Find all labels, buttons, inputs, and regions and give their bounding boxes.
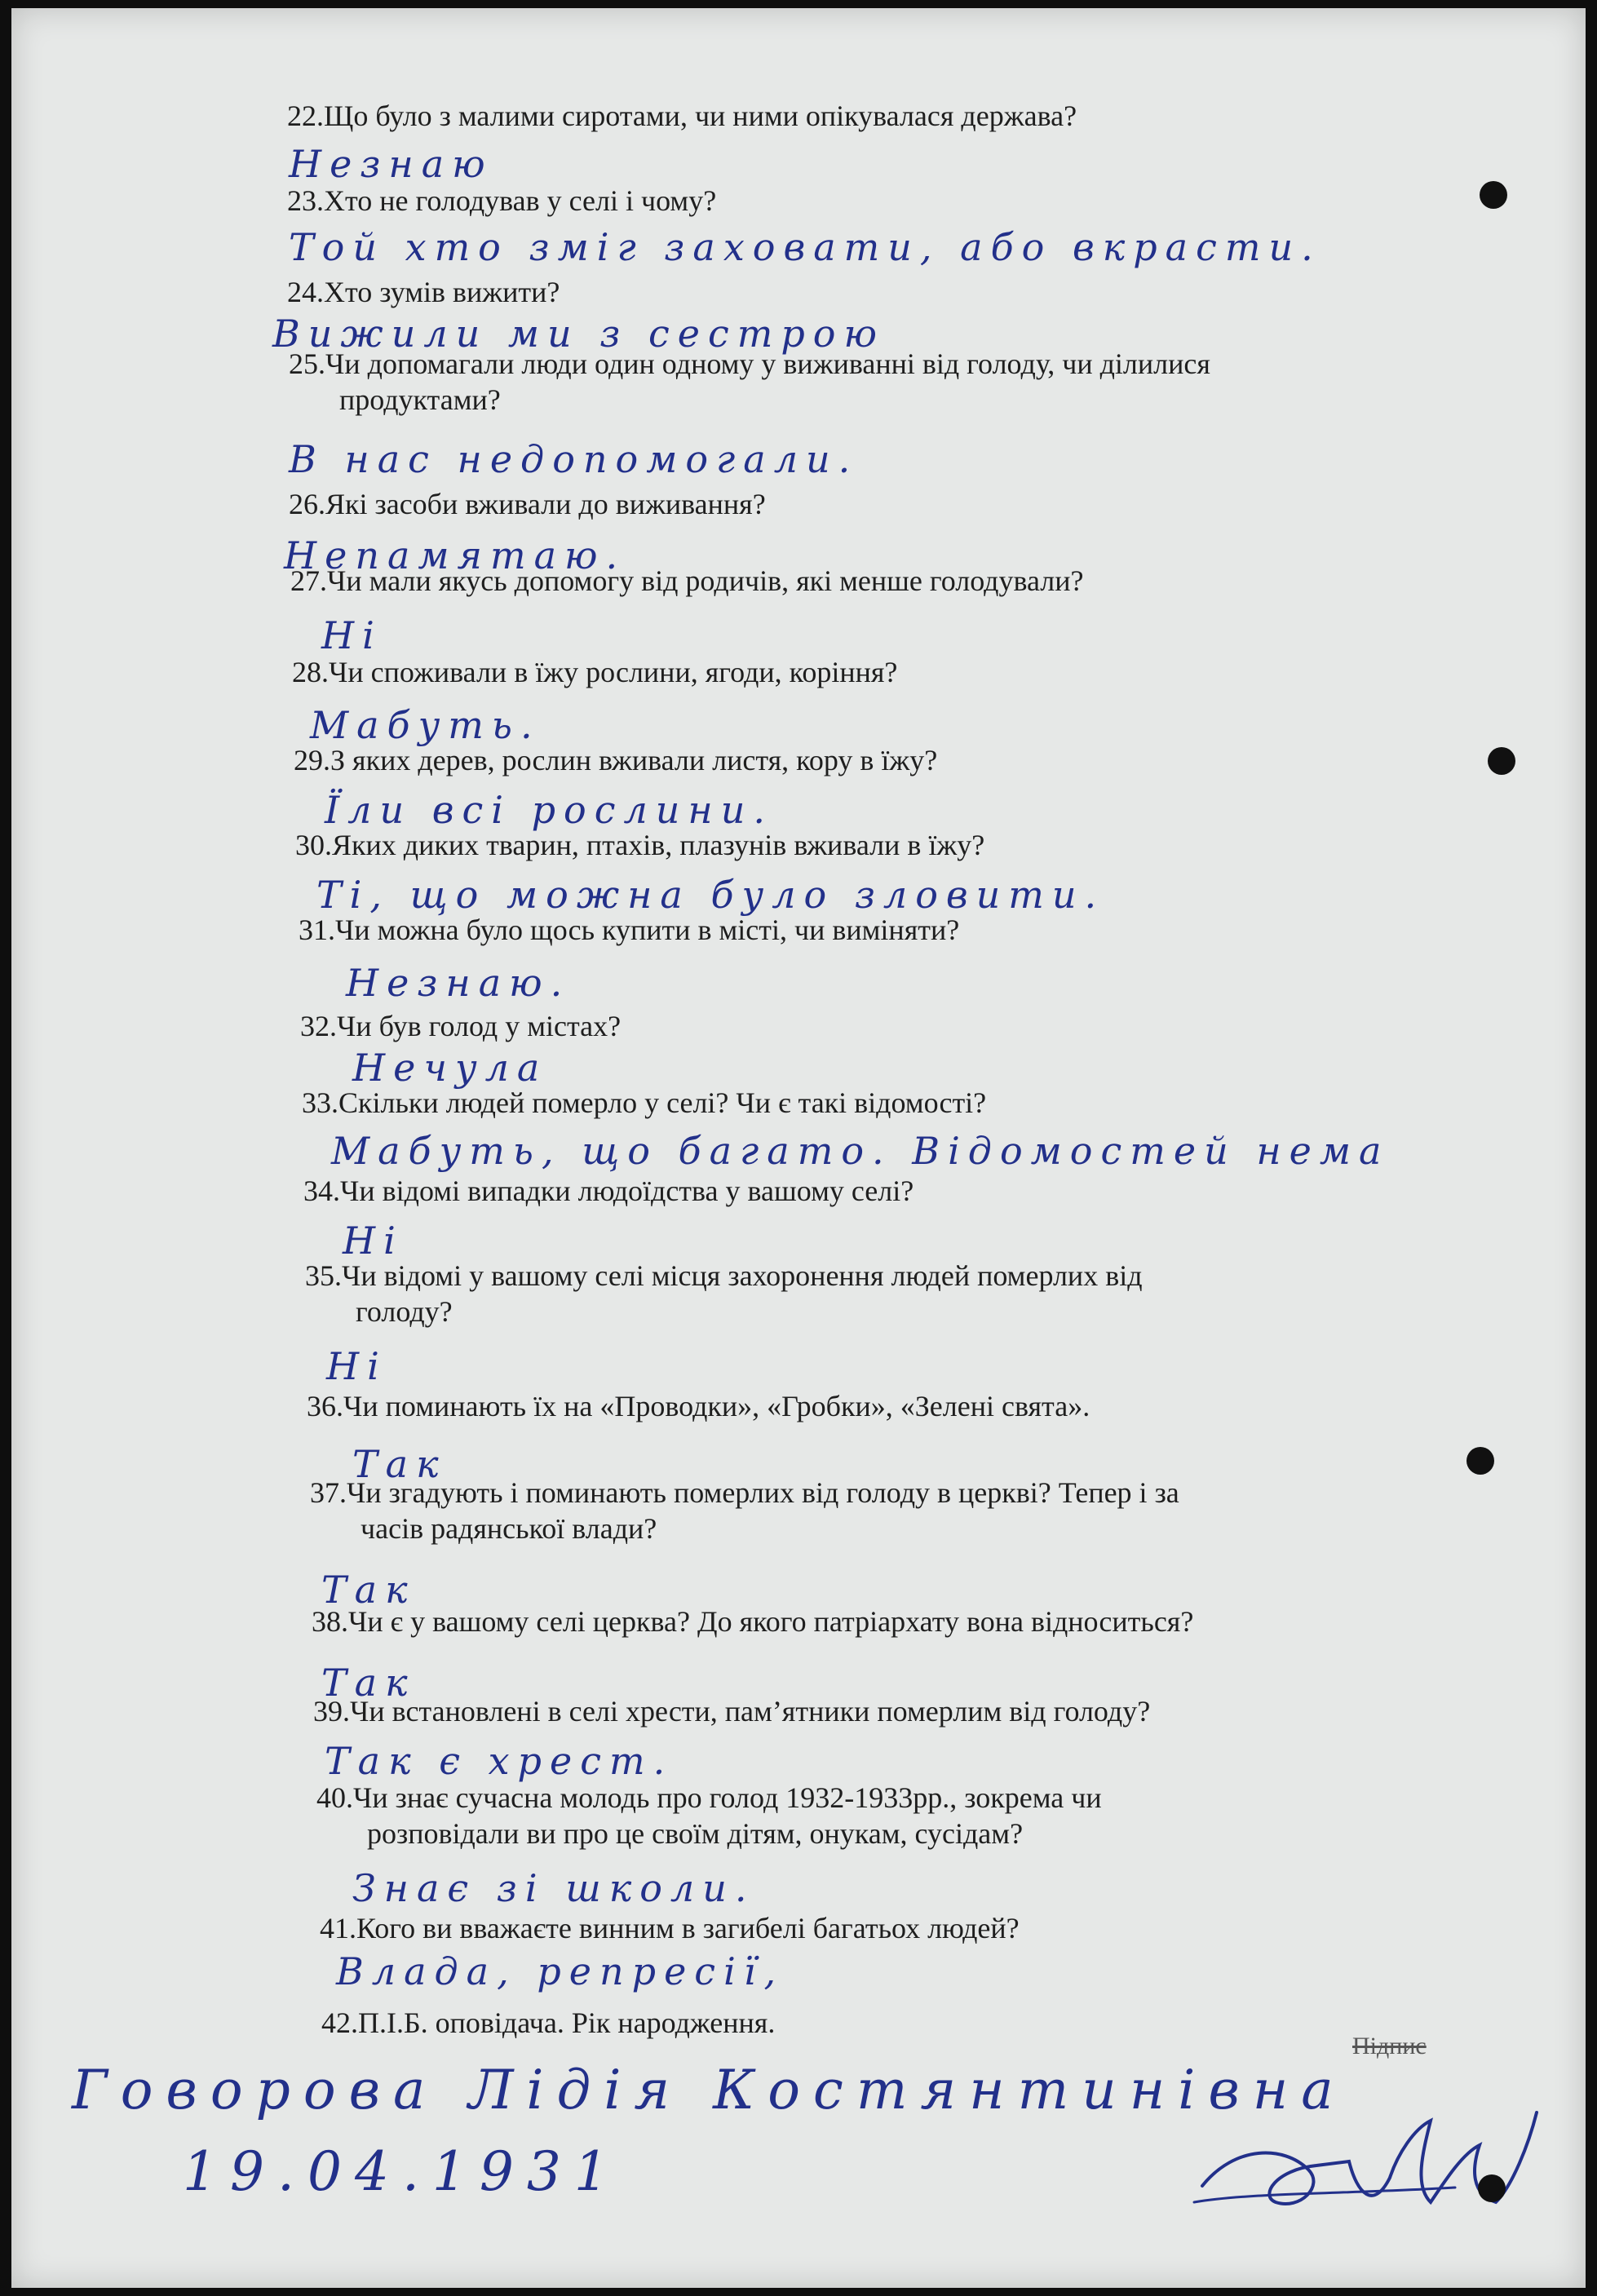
question-37 [310,1478,1179,1543]
question-38: 38.Чи є у вашому селі церква? До якого патріархату вона відноситься? [312,1605,1194,1638]
answer-34: Ні [343,1219,404,1263]
question-22: 22.Що було з малими сиротами, чи ними опікувалася держава? [287,100,1077,132]
question-25 [289,349,1210,414]
question-27: 27.Чи мали якусь допомогу від родичів, які менше голодували? [290,564,1084,597]
answer-23: Той хто зміг заховати, або вкрасти. [289,225,1321,269]
punch-hole [1480,181,1507,209]
signature-label: Підпис [1352,2033,1427,2059]
answer-35: Ні [326,1344,387,1388]
question-39: 39.Чи встановлені в селі хрести, пам’ятники померлим від голоду? [313,1695,1151,1728]
question-36: 36.Чи поминають їх на «Проводки», «Гробки», «Зелені свята». [307,1390,1090,1422]
answer-31: Незнаю. [346,961,571,1005]
question-23: 23.Хто не голодував у селі і чому? [287,184,717,217]
punch-hole [1466,1447,1494,1475]
answer-30: Ті, що можна було зловити. [316,873,1105,917]
signature-mark [1186,2096,1561,2227]
punch-hole [1478,2174,1506,2202]
question-28: 28.Чи споживали в їжу рослини, ягоди, коріння? [292,656,898,688]
answer-25: В нас недопомогали. [289,437,859,481]
question-42: 42.П.І.Б. оповідача. Рік народження. [321,2006,776,2039]
narrator-birth-date: 19.04.1931 [183,2140,622,2203]
question-40 [316,1783,1102,1848]
answer-22: Незнаю [289,142,493,186]
question-30: 30.Яких диких тварин, птахів, плазунів вживали в їжу? [295,829,985,861]
question-34: 34.Чи відомі випадки людоїдства у вашому селі? [303,1175,914,1207]
answer-36: Так [352,1442,447,1486]
question-32: 32.Чи був голод у містах? [300,1010,622,1042]
question-37-line1: 37.Чи згадують і поминають померлих від голоду в церкві? Тепер і за [310,1476,1179,1509]
answer-24: Вижили ми з сестрою [272,312,885,356]
answer-38: Так [321,1661,416,1705]
answer-39: Так є хрест. [325,1739,674,1783]
question-35-line1: 35.Чи відомі у вашому селі місця захоронення людей померлих від [305,1259,1143,1292]
answer-27: Ні [321,613,383,657]
question-35-line2: голоду? [356,1295,453,1328]
answer-29: Їли всі рослини. [325,788,773,832]
question-24: 24.Хто зумів вижити? [287,276,560,308]
question-37-line2: часів радянської влади? [361,1512,657,1545]
question-35 [305,1261,1143,1326]
question-26: 26.Які засоби вживали до виживання? [289,488,766,520]
answer-40: Знає зі школи. [352,1866,755,1910]
answer-26: Непамятаю. [284,533,626,577]
document-page [11,8,1586,2288]
answer-28: Мабуть. [310,703,541,747]
answer-41: Влада, репресії, [336,1949,785,1993]
question-25-line1: 25.Чи допомагали люди один одному у виживанні від голоду, чи ділилися [289,347,1210,380]
question-25-line2: продуктами? [339,383,501,416]
answer-32: Нечула [352,1046,548,1090]
punch-hole [1488,747,1515,775]
answer-37: Так [321,1568,416,1612]
question-40-line2: розповідали ви про це своїм дітям, онукам, сусідам? [367,1817,1024,1850]
question-29: 29.З яких дерев, рослин вживали листя, кору в їжу? [294,744,938,776]
question-41: 41.Кого ви вважаєте винним в загибелі багатьох людей? [320,1912,1020,1944]
answer-33: Мабуть, що багато. Відомостей нема [331,1129,1390,1173]
question-31: 31.Чи можна було щось купити в місті, чи виміняти? [299,914,960,946]
question-33: 33.Скільки людей померло у селі? Чи є такі відомості? [302,1086,987,1119]
question-40-line1: 40.Чи знає сучасна молодь про голод 1932-1933рр., зокрема чи [316,1781,1102,1814]
narrator-name: Говорова Лідія Костянтинівна [72,2059,1347,2121]
